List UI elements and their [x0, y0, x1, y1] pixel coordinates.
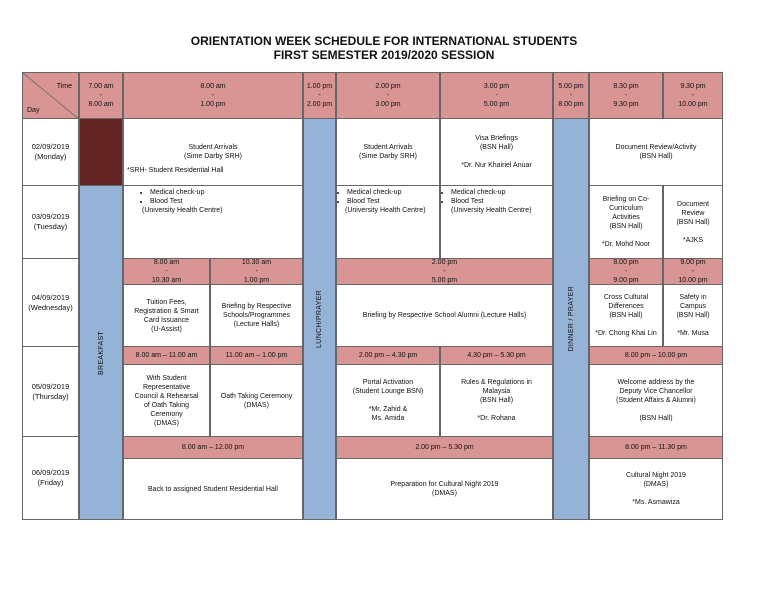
- monday-document-review: Document Review/Activity (BSN Hall): [589, 118, 723, 186]
- thu-portal-activation: Portal Activation (Student Lounge BSN) *Mr. Zahid & Ms. Amida: [336, 364, 440, 437]
- lunch-prayer-column: LUNCH/PRAYER: [303, 118, 336, 520]
- day-friday: 06/09/2019 (Friday): [22, 436, 79, 520]
- breakfast-column: BREAKFAST: [79, 185, 123, 520]
- fri-cultural-night: Cultural Night 2019 (DMAS) *Ms. Asmawiza: [589, 458, 723, 520]
- wed-tuition-fees: Tuition Fees, Registration & Smart Card Issuance (U-Assist): [123, 284, 210, 347]
- fri-time-1: 8.00 am – 12.00 pm: [123, 436, 303, 459]
- header-col-6: 5.00 pm - 8.00 pm: [553, 72, 589, 119]
- thu-student-council: With Student Representative Council & Rehearsal of Oath Taking Ceremony (DMAS): [123, 364, 210, 437]
- tuesday-medical-morning: • Medical check-up • Blood Test (University Health Centre): [123, 185, 303, 259]
- schedule-title-line1: ORIENTATION WEEK SCHEDULE FOR INTERNATIONAL STUDENTS: [190, 34, 578, 48]
- header-col-2: 8.00 am - 1.00 pm: [123, 72, 303, 119]
- monday-student-arrivals: Student Arrivals (Sime Darby SRH) *SRH- Student Residential Hall: [123, 118, 303, 186]
- thu-time-1: 8.00 am – 11.00 am: [123, 346, 210, 365]
- thu-oath-taking: Oath Taking Ceremony (DMAS): [210, 364, 303, 437]
- time-label: Time: [56, 83, 72, 90]
- thu-rules-regulations: Rules & Regulations in Malaysia (BSN Hall) *Dr. Rohana: [440, 364, 553, 437]
- day-label: Day: [27, 107, 40, 114]
- header-col-4: 2.00 pm - 3.00 pm: [336, 72, 440, 119]
- day-wednesday: 04/09/2019 (Wednesday): [22, 258, 79, 347]
- thu-time-2: 11.00 am – 1.00 pm: [210, 346, 303, 365]
- wed-cross-cultural: Cross Cultural Differences (BSN Hall) *Dr. Chong Khai Lin: [589, 284, 663, 347]
- fri-time-2: 2.00 pm – 5.30 pm: [336, 436, 553, 459]
- wed-alumni-briefing: Briefing by Respective School Alumni (Lecture Halls): [336, 284, 553, 347]
- tuesday-medical-pm2: • Medical check-up • Blood Test (University Health Centre): [440, 185, 553, 259]
- fri-cultural-night-prep: Preparation for Cultural Night 2019 (DMAS): [336, 458, 553, 520]
- srh-footnote: *SRH- Student Residential Hall: [127, 167, 224, 174]
- time-day-corner: [22, 72, 79, 119]
- dinner-prayer-column: DINNER / PRAYER: [553, 118, 589, 520]
- monday-early-blocked: [79, 118, 123, 186]
- monday-visa-briefings: Visa Briefings (BSN Hall) *Dr. Nur Khairiel Anuar: [440, 118, 553, 186]
- wed-school-briefing: Briefing by Respective Schools/Programmes (Lecture Halls): [210, 284, 303, 347]
- header-col-1: 7.00 am - 8.00 am: [79, 72, 123, 119]
- thu-time-5: 8.00 pm – 10.00 pm: [589, 346, 723, 365]
- header-col-3: 1.00 pm - 2.00 pm: [303, 72, 336, 119]
- wed-time-2: 10.30 am - 1.00 pm: [210, 258, 303, 285]
- tuesday-medical-pm1: • Medical check-up • Blood Test (University Health Centre): [336, 185, 440, 259]
- header-col-7: 8.30 pm - 9.30 pm: [589, 72, 663, 119]
- tuesday-cocurriculum-briefing: Briefing on Co- Curriculum Activities (BSN Hall) *Dr. Mohd Noor: [589, 185, 663, 259]
- wed-time-5: 9.00 pm - 10.00 pm: [663, 258, 723, 285]
- day-thursday: 05/09/2019 (Thursday): [22, 346, 79, 437]
- header-col-5: 3.00 pm - 5.00 pm: [440, 72, 553, 119]
- thu-welcome-address: Welcome address by the Deputy Vice Chancellor (Student Affairs & Alumni) (BSN Hall): [589, 364, 723, 437]
- monday-student-arrivals-pm: Student Arrivals (Sime Darby SRH): [336, 118, 440, 186]
- thu-time-4: 4.30 pm – 5.30 pm: [440, 346, 553, 365]
- fri-time-3: 8.00 pm – 11.30 pm: [589, 436, 723, 459]
- schedule-title-line2: FIRST SEMESTER 2019/2020 SESSION: [273, 48, 495, 62]
- thu-time-3: 2.00 pm – 4.30 pm: [336, 346, 440, 365]
- day-tuesday: 03/09/2019 (Tuesday): [22, 185, 79, 259]
- wed-time-3: 2.00 pm - 5.00 pm: [336, 258, 553, 285]
- tuesday-document-review: Document Review (BSN Hall) *AJKS: [663, 185, 723, 259]
- wed-safety-campus: Safety in Campus (BSN Hall) *Mr. Musa: [663, 284, 723, 347]
- wed-time-4: 8.00 pm - 9.00 pm: [589, 258, 663, 285]
- header-col-8: 9.30 pm - 10.00 pm: [663, 72, 723, 119]
- day-monday: 02/09/2019 (Monday): [22, 118, 79, 186]
- fri-back-to-hall: Back to assigned Student Residential Hall: [123, 458, 303, 520]
- wed-time-1: 8.00 am - 10.30 am: [123, 258, 210, 285]
